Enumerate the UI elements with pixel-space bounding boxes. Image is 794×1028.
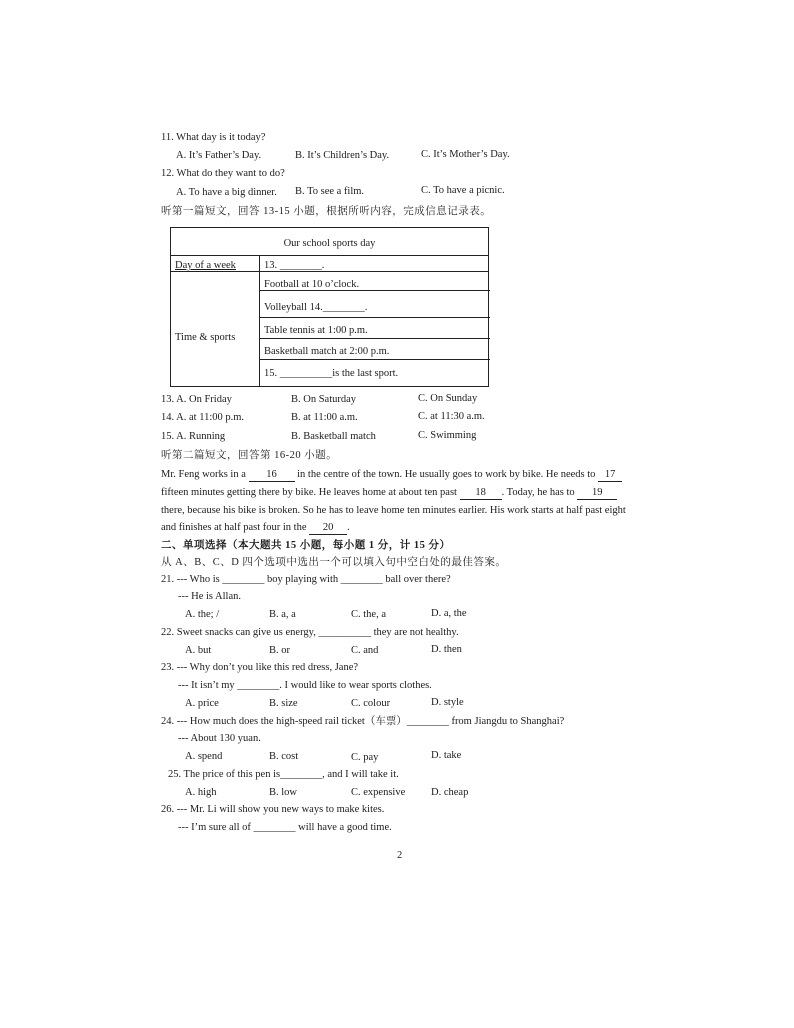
q23-line1: 23. --- Why don’t you like this red dress, Jane?: [161, 662, 359, 673]
q24-option-b: B. cost: [269, 751, 299, 762]
page-number: 2: [397, 850, 403, 861]
q21-line1: 21. --- Who is ________ boy playing with ________ ball over there?: [161, 574, 451, 585]
q15-option-b: B. Basketball match: [291, 431, 376, 442]
q21-option-d: D. a, the: [431, 608, 467, 619]
q15-option-c: C. Swimming: [418, 430, 477, 441]
section-2-title: 二、单项选择（本大题共 15 小题，每小题 1 分，计 15 分）: [161, 540, 451, 551]
table-title: Our school sports day: [283, 238, 376, 249]
q24-option-c: C. pay: [351, 752, 379, 763]
q23-option-d: D. style: [431, 697, 464, 708]
passage-line-1: [161, 468, 622, 482]
passage-text: Mr. Feng works in a: [161, 469, 246, 480]
passage-line-2: [161, 486, 617, 500]
q13-option-b: B. On Saturday: [291, 394, 357, 405]
q22-option-d: D. then: [431, 644, 462, 655]
q13-option-c: C. On Sunday: [418, 393, 478, 404]
passage-line-3: there, because his bike is broken. So he has to leave home ten minutes earlier. His work starts at half past eight: [161, 505, 626, 516]
passage-text: .: [347, 522, 350, 533]
q23-line2: --- It isn’t my ________. I would like to wear sports clothes.: [178, 680, 432, 691]
q25-option-d: D. cheap: [431, 787, 469, 798]
q21-option-b: B. a, a: [269, 609, 296, 620]
passage-text: in the centre of the town. He usually goes to work by bike. He needs to: [297, 469, 596, 480]
q24-option-d: D. take: [431, 750, 462, 761]
q22-line1: 22. Sweet snacks can give us energy, __________ they are not healthy.: [161, 627, 459, 638]
blank-20: 20: [309, 521, 347, 535]
blank-18: 18: [460, 486, 502, 500]
passage-text: . Today, he has to: [501, 487, 575, 498]
table-row: Basketball match at 2:00 p.m.: [264, 346, 390, 357]
section-instruction-2: 听第二篇短文，回答第 16-20 小题。: [161, 450, 338, 461]
passage-line-4: [161, 521, 350, 535]
passage-text: fifteen minutes getting there by bike. He leaves home at about ten past: [161, 487, 457, 498]
table-day-value: 13. ________.: [264, 260, 325, 271]
blank-19: 19: [577, 486, 617, 500]
section-instruction-1: 听第一篇短文，回答 13-15 小题，根据所听内容，完成信息记录表。: [161, 206, 492, 217]
q14-option-c: C. at 11:30 a.m.: [418, 411, 485, 422]
table-row: Volleyball 14.________.: [264, 302, 368, 313]
q12-option-a: A. To have a big dinner.: [176, 187, 277, 198]
q11-option-c: C. It’s Mother’s Day.: [421, 149, 510, 160]
table-row: Football at 10 o’clock.: [264, 279, 360, 290]
q22-option-c: C. and: [351, 645, 379, 656]
q24-option-a: A. spend: [185, 751, 223, 762]
sports-day-table: [170, 227, 489, 387]
blank-16: 16: [249, 468, 295, 482]
q25-option-a: A. high: [185, 787, 217, 798]
q25-option-b: B. low: [269, 787, 298, 798]
q24-line1: 24. --- How much does the high-speed rail ticket（车票）________ from Jiangdu to Shanghai?: [161, 716, 565, 727]
q15-option-a: 15. A. Running: [161, 431, 226, 442]
q12-option-b: B. To see a film.: [295, 186, 365, 197]
table-time-sports-label: Time & sports: [175, 332, 236, 343]
q26-line1: 26. --- Mr. Li will show you new ways to make kites.: [161, 804, 385, 815]
q26-line2: --- I’m sure all of ________ will have a good time.: [178, 822, 392, 833]
q12-question: 12. What do they want to do?: [161, 168, 285, 179]
table-day-label: Day of a week: [175, 260, 236, 271]
q21-option-c: C. the, a: [351, 609, 386, 620]
q23-option-c: C. colour: [351, 698, 391, 709]
q14-option-b: B. at 11:00 a.m.: [291, 412, 358, 423]
q25-line1: 25. The price of this pen is________, and I will take it.: [168, 769, 399, 780]
q23-option-b: B. size: [269, 698, 298, 709]
q11-option-b: B. It’s Children’s Day.: [295, 150, 390, 161]
q22-option-a: A. but: [185, 645, 212, 656]
q12-option-c: C. To have a picnic.: [421, 185, 505, 196]
passage-text: and finishes at half past four in the: [161, 522, 307, 533]
section-2-instruction: 从 A、B、C、D 四个选项中选出一个可以填入句中空白处的最佳答案。: [161, 557, 507, 568]
blank-17: 17: [598, 468, 622, 482]
q13-option-a: 13. A. On Friday: [161, 394, 232, 405]
q11-question: 11. What day is it today?: [161, 132, 266, 143]
q23-option-a: A. price: [185, 698, 219, 709]
q25-option-c: C. expensive: [351, 787, 406, 798]
q21-option-a: A. the; /: [185, 609, 220, 620]
q11-option-a: A. It’s Father’s Day.: [176, 150, 262, 161]
table-row: 15. __________is the last sport.: [264, 368, 399, 379]
q21-line2: --- He is Allan.: [178, 591, 241, 602]
q14-option-a: 14. A. at 11:00 p.m.: [161, 412, 245, 423]
q24-line2: --- About 130 yuan.: [178, 733, 261, 744]
q22-option-b: B. or: [269, 645, 290, 656]
table-row: Table tennis at 1:00 p.m.: [264, 325, 368, 336]
